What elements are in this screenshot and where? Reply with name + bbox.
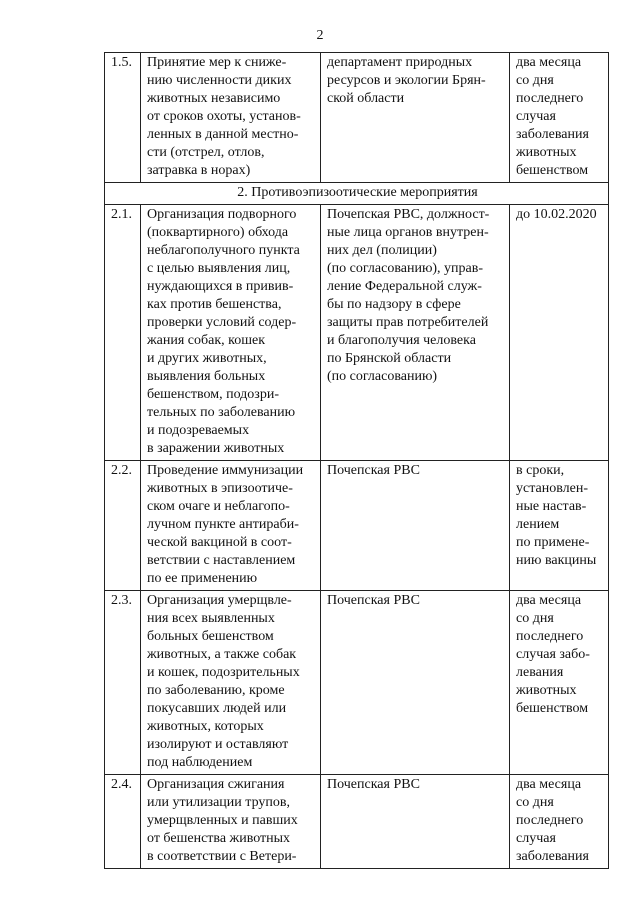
responsible-cell: Почепская РВС [321, 775, 510, 869]
deadline-cell: в сроки, установлен- ные настав- лением по примене- нию вакцины [510, 461, 609, 591]
table-row [105, 591, 609, 775]
table-row [105, 205, 609, 461]
row-number: 2.4. [105, 775, 141, 869]
measure-cell: Принятие мер к сниже- нию численности диких животных независимо от сроков охоты, установ- ленных в данной местно- сти (отстрел, отлов, затравка в норах) [141, 53, 321, 183]
measure-cell: Проведение иммунизации животных в эпизоотиче- ском очаге и неблагопо- лучном пункте антираби- ческой вакциной в соот- ветствии с наставлением по ее применению [141, 461, 321, 591]
responsible-cell: Почепская РВС, должност- ные лица органов внутрен- них дел (полиции) (по согласованию), управ- ление Федеральной служ- бы по надзору в сфере защиты прав потребителей и благополучия человека по Брянской области (по согласованию) [321, 205, 510, 461]
deadline-cell: два месяца со дня последнего случая заболевания [510, 775, 609, 869]
page-number: 2 [316, 28, 324, 43]
measure-cell: Организация умерщвле- ния всех выявленных больных бешенством животных, а также собак и кошек, подозрительных по заболеванию, кроме покусавших людей или животных, которых изолируют и оставляют под наблюдением [141, 591, 321, 775]
row-number: 2.1. [105, 205, 141, 461]
deadline-cell: два месяца со дня последнего случая забо- левания животных бешенством [510, 591, 609, 775]
row-number: 2.3. [105, 591, 141, 775]
responsible-cell: Почепская РВС [321, 591, 510, 775]
measures-table [104, 52, 609, 869]
measure-cell: Организация подворного (поквартирного) обхода неблагополучного пункта с целью выявления лиц, нуждающихся в привив- ках против бешенства, проверки условий содер- жания собак, кошек и других животных, выявления больных бешенством, подозри- тельных по заболеванию и подозреваемых в заражении животных [141, 205, 321, 461]
section-heading: 2. Противоэпизоотические мероприятия [105, 183, 609, 205]
table-row [105, 461, 609, 591]
deadline-cell: два месяца со дня последнего случая заболевания животных бешенством [510, 53, 609, 183]
measure-cell: Организация сжигания или утилизации трупов, умерщвленных и павших от бешенства животных в соответствии с Ветери- [141, 775, 321, 869]
table-row [105, 53, 609, 183]
responsible-cell: Почепская РВС [321, 461, 510, 591]
row-number: 2.2. [105, 461, 141, 591]
row-number: 1.5. [105, 53, 141, 183]
table-row [105, 775, 609, 869]
deadline-cell: до 10.02.2020 [510, 205, 609, 461]
responsible-cell: департамент природных ресурсов и экологии Брян- ской области [321, 53, 510, 183]
section-row [105, 183, 609, 205]
